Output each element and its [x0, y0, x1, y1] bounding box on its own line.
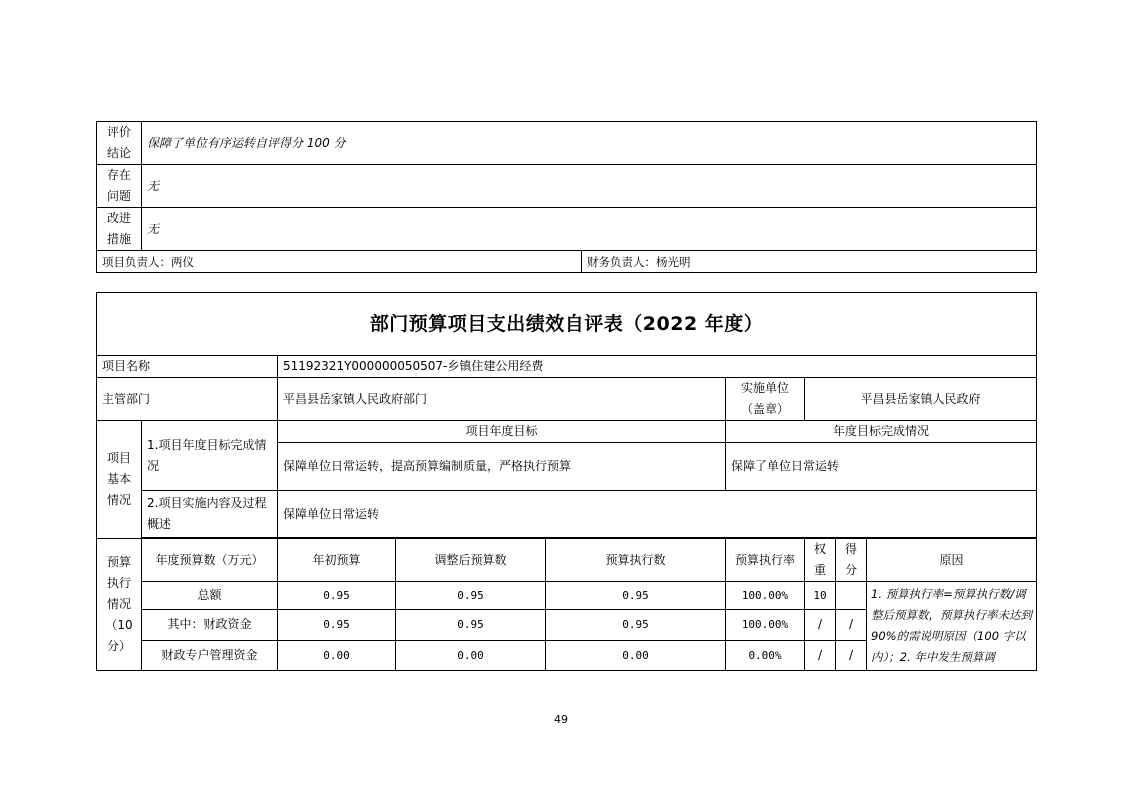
goal-completion-label: 1.项目年度目标完成情况 — [142, 421, 278, 491]
reason-note: 1. 预算执行率=预算执行数/调整后预算数，预算执行率未达到 90%的需说明原因（100 字以内）；2. 年中发生预算调 — [867, 582, 1037, 671]
header-rate: 预算执行率 — [726, 539, 805, 582]
header-reason: 原因 — [867, 539, 1037, 582]
row-fiscal-rate: 100.00% — [726, 610, 805, 640]
summary-table — [96, 121, 1037, 273]
row-fiscal-initial: 0.95 — [278, 610, 396, 640]
goal-status-value: 保障了单位日常运转 — [726, 443, 1037, 491]
impl-content-value: 保障单位日常运转 — [278, 491, 1037, 538]
row-special-executed: 0.00 — [546, 640, 726, 670]
header-annual-budget: 年度预算数（万元） — [142, 539, 278, 582]
row-special-label: 财政专户管理资金 — [142, 640, 278, 670]
row-special-initial: 0.00 — [278, 640, 396, 670]
row-total-initial: 0.95 — [278, 582, 396, 610]
row-fiscal-executed: 0.95 — [546, 610, 726, 640]
row-special-score: / — [836, 640, 867, 670]
row-total-label: 总额 — [142, 582, 278, 610]
header-score: 得分 — [836, 539, 867, 582]
header-executed: 预算执行数 — [546, 539, 726, 582]
measures-label: 改进措施 — [97, 208, 142, 251]
impl-content-label: 2.项目实施内容及过程概述 — [142, 491, 278, 538]
row-fiscal-score: / — [836, 610, 867, 640]
row-total-executed: 0.95 — [546, 582, 726, 610]
budget-exec-label: 预算执行情况（10分） — [97, 539, 142, 671]
row-total-adjusted: 0.95 — [396, 582, 546, 610]
header-initial: 年初预算 — [278, 539, 396, 582]
page-number: 49 — [554, 713, 568, 726]
row-fiscal-label: 其中：财政资金 — [142, 610, 278, 640]
table-title: 部门预算项目支出绩效自评表（2022 年度） — [97, 293, 1037, 356]
row-special-weight: / — [805, 640, 836, 670]
measures-value: 无 — [142, 208, 1037, 251]
row-total-weight: 10 — [805, 582, 836, 610]
goal-status-header: 年度目标完成情况 — [726, 421, 1037, 443]
row-fiscal-weight: / — [805, 610, 836, 640]
row-special-rate: 0.00% — [726, 640, 805, 670]
dept-label: 主管部门 — [97, 378, 278, 421]
row-total-rate: 100.00% — [726, 582, 805, 610]
row-total-score — [836, 582, 867, 610]
header-weight: 权重 — [805, 539, 836, 582]
conclusion-value: 保障了单位有序运转自评得分 100 分 — [142, 122, 1037, 165]
project-lead: 项目负责人：两仪 — [97, 251, 582, 273]
conclusion-label: 评价结论 — [97, 122, 142, 165]
annual-goal-header: 项目年度目标 — [278, 421, 726, 443]
project-name-value: 51192321Y000000050507-乡镇住建公用经费 — [278, 356, 1037, 378]
evaluation-table — [96, 292, 1037, 671]
row-fiscal-adjusted: 0.95 — [396, 610, 546, 640]
problems-value: 无 — [142, 165, 1037, 208]
basic-info-label: 项目基本情况 — [97, 421, 142, 539]
row-special-adjusted: 0.00 — [396, 640, 546, 670]
impl-unit-value: 平昌县岳家镇人民政府 — [805, 378, 1037, 421]
project-name-label: 项目名称 — [97, 356, 278, 378]
problems-label: 存在问题 — [97, 165, 142, 208]
impl-unit-label: 实施单位（盖章） — [726, 378, 805, 421]
finance-lead: 财务负责人：杨光明 — [582, 251, 1037, 273]
header-adjusted: 调整后预算数 — [396, 539, 546, 582]
dept-value: 平昌县岳家镇人民政府部门 — [278, 378, 726, 421]
annual-goal-value: 保障单位日常运转，提高预算编制质量，严格执行预算 — [278, 443, 726, 491]
